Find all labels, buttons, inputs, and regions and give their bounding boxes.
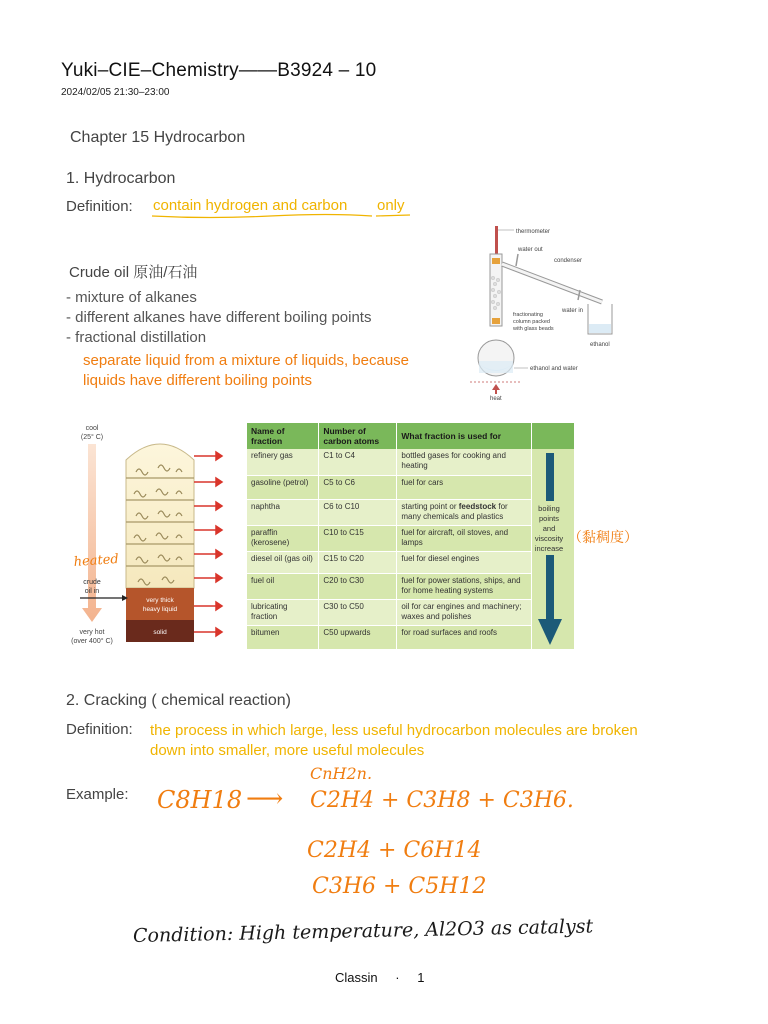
table-header: Name of fraction — [247, 423, 319, 449]
label-thermometer: thermometer — [516, 229, 551, 235]
handwritten-heated: heated — [73, 551, 120, 570]
example-label: Example: — [66, 786, 129, 803]
distillation-apparatus-diagram — [462, 218, 624, 402]
handwritten-products-2: C2H4 + C6H14 — [307, 838, 482, 863]
label-ethanol: ethanol — [590, 342, 610, 348]
fractions-table — [247, 423, 575, 650]
fraction-name: gasoline (petrol) — [247, 475, 319, 499]
side-label-line: increase — [534, 544, 564, 553]
fraction-use: fuel for cars — [397, 475, 532, 499]
side-label-line: points — [539, 514, 560, 523]
fraction-carbon: C1 to C4 — [319, 449, 397, 475]
table-row — [247, 449, 575, 475]
fractions-table-wrap — [247, 423, 575, 650]
label-cool-temp: (25° C) — [80, 434, 104, 441]
heavy-liquid-zone — [126, 588, 194, 620]
fraction-name: naphtha — [247, 499, 319, 525]
document-date: 2024/02/05 21:30–23:00 — [61, 87, 170, 98]
fraction-name: bitumen — [247, 625, 319, 649]
handwritten-condition: Condition: High temperature, Al2O3 as catalyst — [132, 915, 594, 947]
label-condenser: condenser — [554, 258, 583, 264]
side-label-cell — [532, 449, 575, 650]
table-header — [532, 423, 575, 449]
label-cool: cool — [85, 425, 99, 432]
footer — [335, 970, 424, 985]
chapter-heading: Chapter 15 Hydrocarbon — [70, 129, 246, 146]
footer-brand: Classin — [335, 970, 378, 985]
label-heat: heat — [490, 396, 502, 402]
fraction-use: fuel for power stations, ships, and for home heating systems — [397, 573, 532, 599]
section2-heading: 2. Cracking ( chemical reaction) — [66, 692, 291, 709]
temperature-gradient-arrow — [82, 444, 102, 622]
table-row — [247, 599, 575, 625]
bullet-item: - different alkanes have different boiling points — [66, 309, 372, 326]
fraction-carbon: C6 to C10 — [319, 499, 397, 525]
side-label-line: and — [542, 524, 556, 533]
label-water-in: water in — [562, 308, 584, 314]
table-header: Number of carbon atoms — [319, 423, 397, 449]
side-label-line: viscosity — [535, 534, 564, 543]
fraction-name: diesel oil (gas oil) — [247, 551, 319, 573]
fraction-carbon: C20 to C30 — [319, 573, 397, 599]
section2-definition — [150, 721, 638, 761]
label-flask: ethanol and water — [530, 366, 578, 372]
definition-underline — [150, 212, 412, 220]
section2-definition-line1: the process in which large, less useful hydrocarbon molecules are broken — [150, 722, 638, 739]
fraction-use: fuel for diesel engines — [397, 551, 532, 573]
label-very-hot-temp: (over 400° C) — [71, 638, 113, 645]
label-water-out: water out — [518, 247, 543, 253]
fraction-use-feedstock: feedstock — [458, 501, 497, 511]
crude-oil-bullets — [66, 288, 371, 348]
section1-definition-text: contain hydrogen and carbon — [153, 197, 348, 214]
distillation-note-line1: separate liquid from a mixture of liquids, because — [83, 352, 410, 369]
section2-definition-line2: down into smaller, more useful molecules — [150, 742, 425, 759]
footer-dot: · — [395, 970, 400, 985]
label-column-3: with glass beads — [513, 326, 554, 332]
section1-definition-label: Definition: — [66, 198, 133, 215]
distillation-note-line2: liquids have different boiling points — [83, 372, 313, 389]
fraction-name: paraffin (kerosene) — [247, 525, 319, 551]
fraction-carbon: C15 to C20 — [319, 551, 397, 573]
reaction-arrow-icon: ⟶ — [246, 784, 284, 814]
crude-oil-heading: Crude oil 原油/石油 — [69, 264, 198, 281]
increase-arrow-icon — [532, 449, 566, 649]
table-row — [247, 475, 575, 499]
heat-arrow-icon — [492, 384, 500, 390]
table-row — [247, 499, 575, 525]
label-solid: solid — [153, 629, 167, 636]
label-very-thick: very thick — [146, 597, 174, 604]
fraction-name: refinery gas — [247, 449, 319, 475]
label-column-2: column packed — [513, 319, 550, 325]
fraction-use: oil for car engines and machinery; waxes and polishes — [397, 599, 532, 625]
fraction-carbon: C50 upwards — [319, 625, 397, 649]
handwritten-products-1: C2H4 + C3H8 + C3H6. — [310, 788, 574, 813]
table-row — [247, 525, 575, 551]
bullet-item: - fractional distillation — [66, 329, 207, 346]
table-row — [247, 551, 575, 573]
fraction-carbon: C30 to C50 — [319, 599, 397, 625]
label-column-1: fractionating — [513, 312, 543, 318]
label-crude: crude — [83, 579, 101, 586]
fraction-use: fuel for aircraft, oil stoves, and lamps — [397, 525, 532, 551]
fraction-use-a: starting point or — [401, 501, 459, 511]
fraction-use: for road surfaces and roofs — [397, 625, 532, 649]
fraction-name: lubricating fraction — [247, 599, 319, 625]
section2-definition-label: Definition: — [66, 721, 133, 738]
handwritten-reactant: C8H18 — [157, 786, 243, 814]
handwritten-products-3: C3H6 + C5H12 — [312, 874, 487, 899]
viscosity-note: （黏稠度） — [568, 529, 638, 545]
table-row — [247, 625, 575, 649]
section1-definition-only: only — [377, 197, 405, 214]
side-label-line: boiling — [538, 504, 561, 513]
table-row — [247, 573, 575, 599]
fractionating-column-diagram — [66, 420, 242, 650]
handwritten-general-formula: CnH2n. — [310, 764, 373, 783]
fraction-use: bottled gases for cooking and heating — [397, 449, 532, 475]
fraction-use-c: for many chemicals and plastics — [401, 501, 508, 521]
page-number: 1 — [417, 970, 425, 985]
thermometer-icon — [495, 226, 498, 254]
section1-heading: 1. Hydrocarbon — [66, 170, 176, 187]
fraction-carbon: C10 to C15 — [319, 525, 397, 551]
label-heavy-liquid: heavy liquid — [142, 606, 178, 613]
fraction-name: fuel oil — [247, 573, 319, 599]
label-very-hot: very hot — [79, 629, 105, 636]
distillation-note — [83, 351, 409, 391]
bullet-item: - mixture of alkanes — [66, 289, 197, 306]
label-oil-in: oil in — [84, 588, 100, 595]
fraction-carbon: C5 to C6 — [319, 475, 397, 499]
table-header: What fraction is used for — [397, 423, 532, 449]
document-title: Yuki–CIE–Chemistry——B3924 – 10 — [61, 60, 377, 81]
fraction-use — [397, 499, 532, 525]
